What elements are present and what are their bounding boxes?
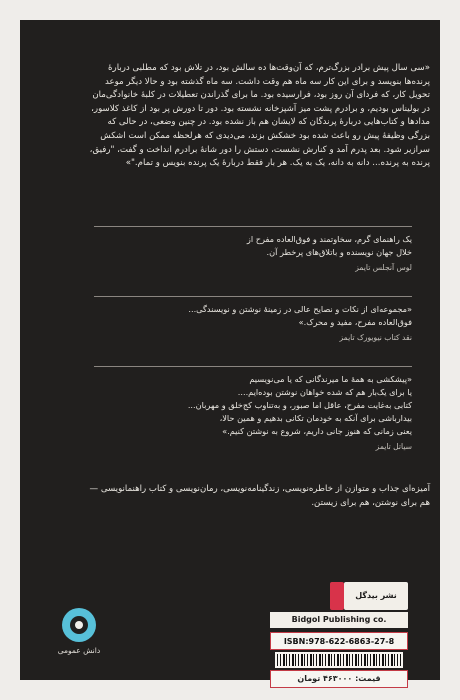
intro-line: در بولیناس بودیم، و برادرم پشت میز آشپزخانه نشسته بود. دور تا دورش پر بود از کاغذ کلاسور، [91,103,430,114]
quote-block-1 [94,226,412,274]
intro-line: پرنده‌ها بنویسد و برای این کار سه ماه هم وقت داشت. سه ماه گذشته بود و حالا دیگر موعد [104,76,430,87]
intro-line: تحویل کار، که فردای آن روز بود، فرارسیده بود. ما برای گذراندن تعطیلات در کلبهٔ خانوادگی‌مان [92,90,430,101]
isbn-label: ISBN:978-622-6863-27-8 [270,632,408,650]
quote-source: سیاتل تایمز [375,442,412,451]
quote-line: کتابی به‌غایت مفرح، عاقل اما صبور، و به‌تناوب کج‌خلق و مهربان... [187,400,412,410]
quote-line: فوق‌العاده مفرح، مفید و محرک.» [298,317,412,327]
series-label: دانش عمومی [57,646,101,655]
quote-line: یا برای یک‌بار هم که شده خواهان نوشتن بوده‌ایم.... [237,387,412,397]
barcode-lines [277,654,401,666]
quote-block-2 [94,296,412,344]
intro-line: مدادها و کتاب‌هایی دربارهٔ پرندگان که لایشان هم باز نشده بود. در چنین وضعی، در حالی که [107,117,430,128]
quote-line: یک راهنمای گرم، سخاوتمند و فوق‌العاده مفرح از [246,234,412,244]
intro-line: بزرگی وظیفهٔ پیش رو باعث شده بود خشکش بزند، می‌دیدی که هرلحظه ممکن است اشکش [100,130,430,141]
barcode [275,652,403,668]
cover-panel [20,20,440,680]
publisher-name-fa: نشر بیدگل [344,582,408,610]
intro-text [50,62,430,171]
summary-line: آمیزه‌ای جذاب و متوازن از خاطره‌نویسی، زندگینامه‌نویسی، رمان‌نویسی و کتاب راهنمانویسی — [89,484,430,494]
quote-line: «پیشکشی به همهٔ ما میرندگانی که یا می‌نویسیم [249,374,412,384]
publisher-logo-icon [330,582,344,610]
intro-line: «سی سال پیش برادر بزرگ‌ترم، که آن‌وقت‌ها ده سالش بود، در تلاش بود که مطلبی دربارهٔ [108,63,430,73]
quote-divider [94,296,412,297]
summary-text [50,482,430,510]
publisher-name-en: Bidgol Publishing co. [270,612,408,628]
quote-line: خلال جهان نویسنده و باتلاق‌های پرخطر آن. [266,247,412,257]
quote-divider [94,366,412,367]
price-label: قیمت: ۴۶۳۰۰۰ تومان [270,670,408,688]
summary-line: هم برای نوشتن، هم برای زیستن. [311,498,430,508]
series-eye-icon [62,608,96,642]
quote-divider [94,226,412,227]
quote-source: نقد کتاب نیویورک تایمز [339,333,412,342]
quote-line: بیدارباشی برای آنکه به خودمان تکانی بدهیم و همین حالا، [219,413,412,423]
quote-block-3 [94,366,412,453]
intro-line: پرنده به پرنده... دانه به دانه، یک به یک. هر بار فقط دربارهٔ یک پرنده بنویس و تمام."» [125,158,430,169]
quote-line: یعنی زمانی که هنوز جانی داریم، شروع به نوشتن کنیم.» [222,426,412,436]
quote-source: لوس آنجلس تایمز [355,263,412,272]
quote-line: «مجموعه‌ای از نکات و نصایح عالی در زمینهٔ نوشتن و نویسندگی... [188,304,412,314]
intro-line: سرازیر شود. بعد پدرم آمد و کنارش نشست، دستش را دور شانهٔ برادرم انداخت و گفت، "رفیق، [89,144,430,155]
